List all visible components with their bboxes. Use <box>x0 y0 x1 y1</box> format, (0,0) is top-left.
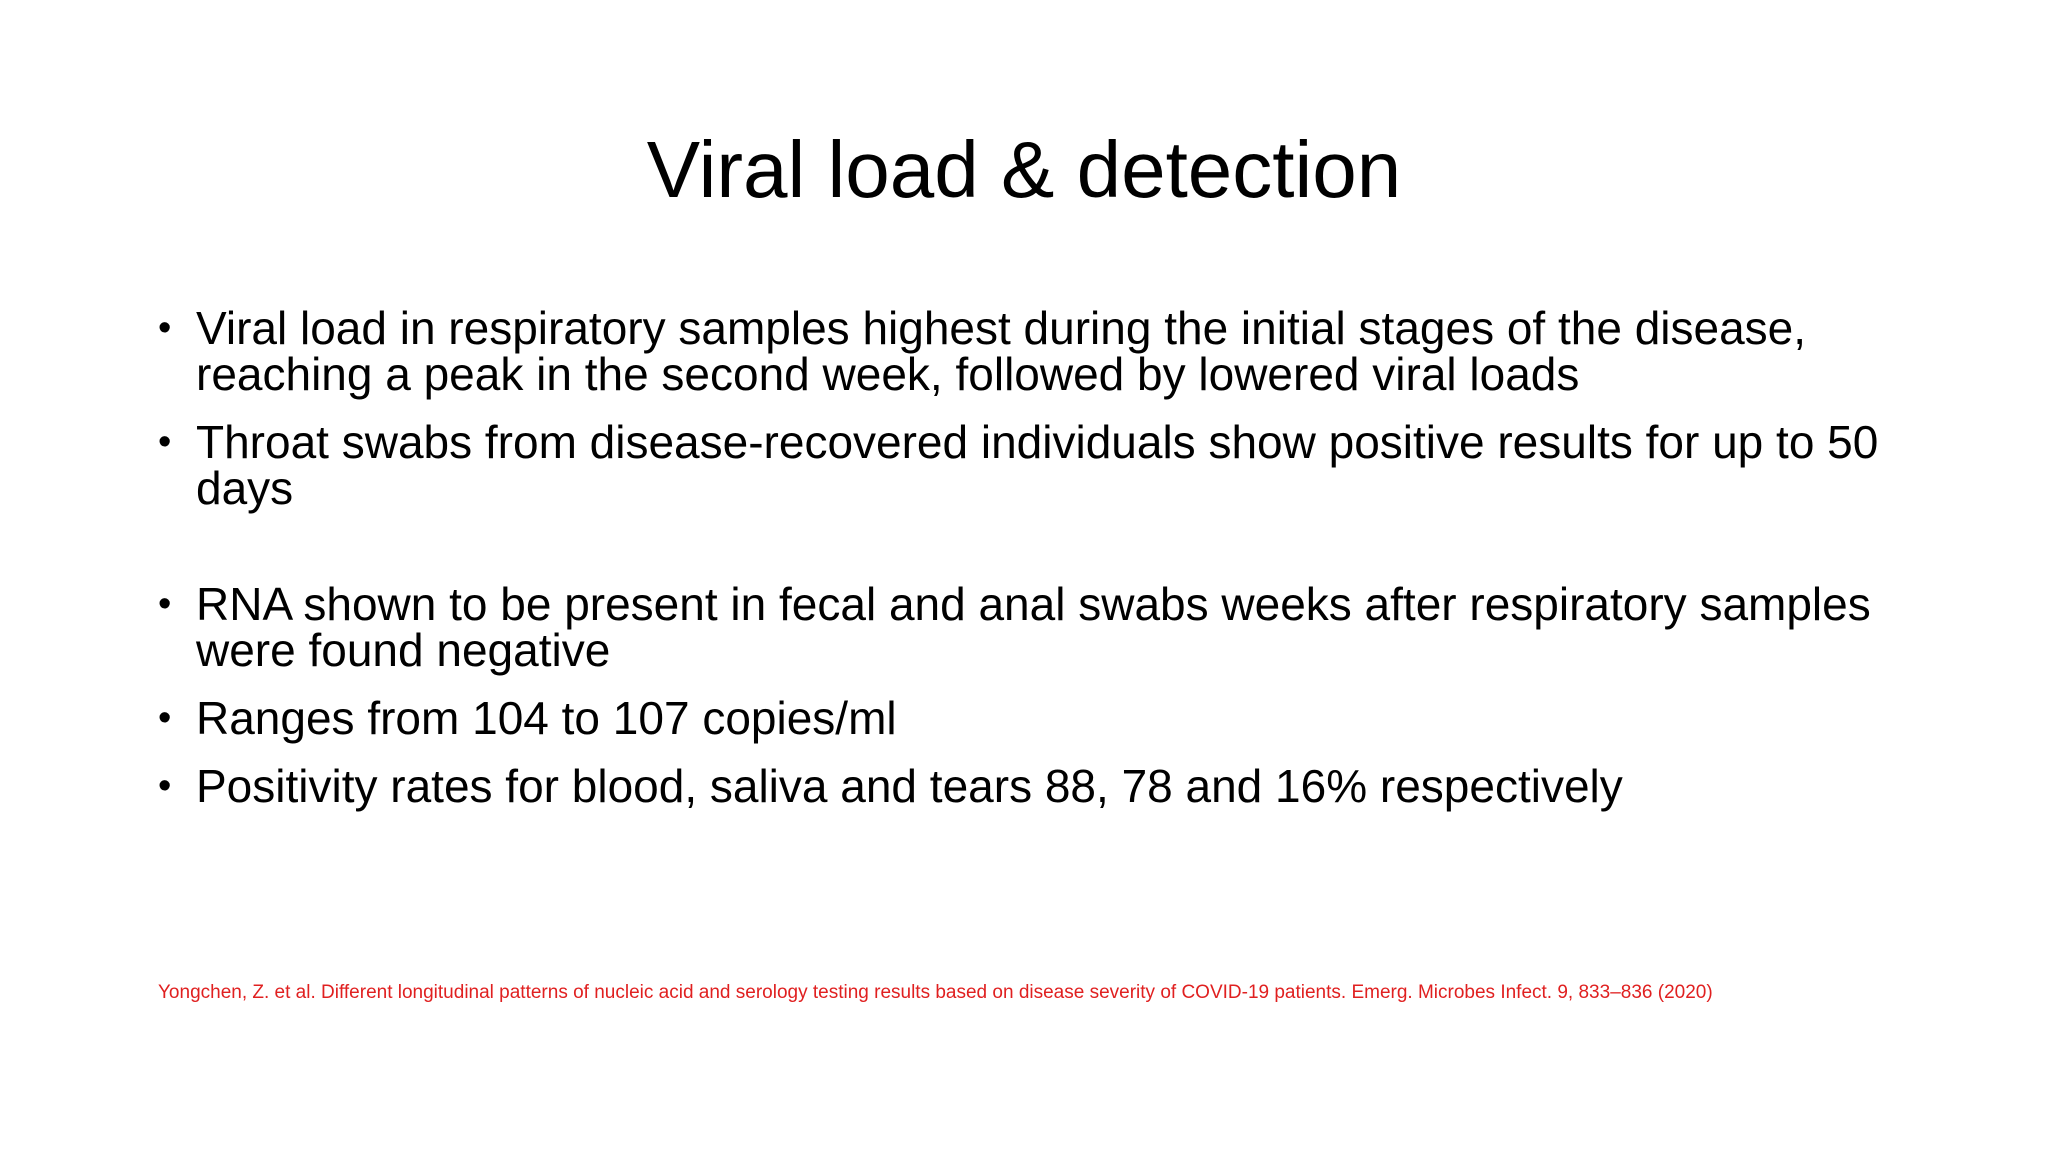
bullet-item <box>158 760 1918 812</box>
bullet-list <box>158 302 1918 831</box>
bullet-dot-icon: • <box>158 765 172 807</box>
bullet-item <box>158 692 1918 744</box>
slide-title: Viral load & detection <box>646 125 1402 214</box>
bullet-item <box>158 416 1918 514</box>
bullet-dot-icon: • <box>158 307 172 349</box>
citation: Yongchen, Z. et al. Different longitudinal patterns of nucleic acid and serology testing results based on disease severity of COVID-19 patients. Emerg. Microbes Infect. 9, 833–836 (2020) <box>158 982 1713 1003</box>
bullet-text: Ranges from 104 to 107 copies/ml <box>196 692 897 744</box>
bullet-item <box>158 302 1918 400</box>
bullet-text: Viral load in respiratory samples highest during the initial stages of the disease, reaching a peak in the second week, followed by lowered viral loads <box>196 302 1807 400</box>
bullet-dot-icon: • <box>158 583 172 625</box>
bullet-text: Throat swabs from disease-recovered individuals show positive results for up to 50 days <box>196 416 1879 514</box>
bullet-text: Positivity rates for blood, saliva and tears 88, 78 and 16% respectively <box>196 760 1623 812</box>
bullet-dot-icon: • <box>158 697 172 739</box>
bullet-dot-icon: • <box>158 421 172 463</box>
bullet-item <box>158 578 1918 676</box>
bullet-text: RNA shown to be present in fecal and anal swabs weeks after respiratory samples were found negative <box>196 578 1871 676</box>
